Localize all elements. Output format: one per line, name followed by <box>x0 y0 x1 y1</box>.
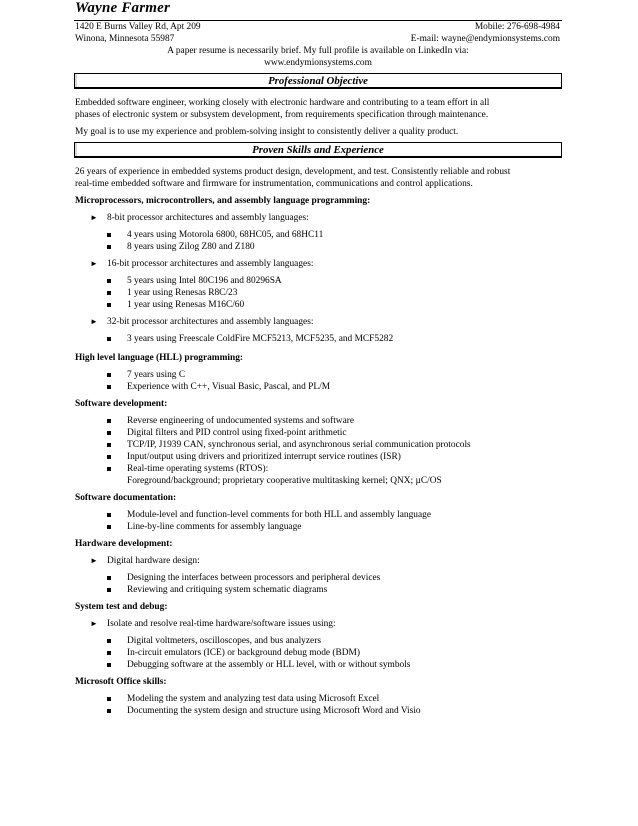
list-item: Module-level and function-level comments for both HLL and assembly language <box>127 510 431 520</box>
section-title-office: Microsoft Office skills: <box>75 677 167 687</box>
list-item: Real-time operating systems (RTOS): <box>127 464 269 474</box>
list-item: In-circuit emulators (ICE) or background debug mode (BDM) <box>127 648 361 658</box>
square-bullet-icon <box>107 233 111 237</box>
arrow-bullet-icon: ► <box>90 213 98 222</box>
list-item: 1 year using Renesas R8C/23 <box>127 288 238 298</box>
square-bullet-icon <box>107 385 111 389</box>
square-bullet-icon <box>107 525 111 529</box>
list-item: Reviewing and critiquing system schematic diagrams <box>127 585 328 595</box>
linkedin-note: A paper resume is necessarily brief. My full profile is available on LinkedIn via: <box>167 46 469 56</box>
square-bullet-icon <box>107 337 111 341</box>
square-bullet-icon <box>107 639 111 643</box>
list-item: 32-bit processor architectures and assembly languages: <box>107 317 314 327</box>
list-item: 5 years using Intel 80C196 and 80296SA <box>127 276 282 286</box>
arrow-bullet-icon: ► <box>90 619 98 628</box>
list-item: 8-bit processor architectures and assembly languages: <box>107 213 309 223</box>
list-item: Documenting the system design and structure using Microsoft Word and Visio <box>127 706 421 716</box>
list-item: Modeling the system and analyzing test data using Microsoft Excel <box>127 694 380 704</box>
objective-heading <box>74 73 562 89</box>
list-item: Line-by-line comments for assembly language <box>127 522 302 532</box>
square-bullet-icon <box>107 709 111 713</box>
square-bullet-icon <box>107 245 111 249</box>
list-item: Digital voltmeters, oscilloscopes, and bus analyzers <box>127 636 321 646</box>
section-title-swdoc: Software documentation: <box>75 493 177 503</box>
section-title-swdev: Software development: <box>75 399 168 409</box>
list-item: Digital hardware design: <box>107 556 200 566</box>
objective-text: Embedded software engineer, working closely with electronic hardware and contributing to a team effort in all <box>75 98 490 108</box>
list-item: Experience with C++, Visual Basic, Pascal, and PL/M <box>127 382 331 392</box>
section-title-hll: High level language (HLL) programming: <box>75 353 244 363</box>
square-bullet-icon <box>107 373 111 377</box>
resume-name: Wayne Farmer <box>75 0 171 16</box>
square-bullet-icon <box>107 419 111 423</box>
objective-goal: My goal is to use my experience and problem-solving insight to consistently deliver a quality product. <box>75 127 459 137</box>
square-bullet-icon <box>107 279 111 283</box>
square-bullet-icon <box>107 455 111 459</box>
mobile-line: Mobile: 276-698-4984 <box>474 22 560 32</box>
arrow-bullet-icon: ► <box>90 556 98 565</box>
list-item: 1 year using Renesas M16C/60 <box>127 300 245 310</box>
section-title-micro: Microprocessors, microcontrollers, and assembly language programming: <box>75 196 371 206</box>
list-item: 8 years using Zilog Z80 and Z180 <box>127 242 255 252</box>
city-line: Winona, Minnesota 55987 <box>75 34 175 44</box>
skills-heading <box>74 142 562 158</box>
arrow-bullet-icon: ► <box>90 317 98 326</box>
skills-intro: real-time embedded software and firmware for instrumentation, communications and control applications. <box>75 179 473 189</box>
square-bullet-icon <box>107 303 111 307</box>
objective-text: phases of electronic system or subsystem development, from requirements specification through maintenance. <box>75 110 489 120</box>
address-line: 1420 E Burns Valley Rd, Apt 209 <box>75 22 201 32</box>
list-item: 7 years using C <box>127 370 186 380</box>
list-item: Input/output using drivers and prioritized interrupt service routines (ISR) <box>127 452 401 462</box>
list-item: Digital filters and PID control using fixed-point arithmetic <box>127 428 347 438</box>
skills-heading-text: Proven Skills and Experience <box>252 144 384 156</box>
square-bullet-icon <box>107 513 111 517</box>
list-item: Debugging software at the assembly or HLL level, with or without symbols <box>127 660 411 670</box>
list-item: Designing the interfaces between processors and peripheral devices <box>127 573 381 583</box>
section-title-test: System test and debug: <box>75 602 168 612</box>
square-bullet-icon <box>107 431 111 435</box>
square-bullet-icon <box>107 291 111 295</box>
square-bullet-icon <box>107 663 111 667</box>
list-item: 16-bit processor architectures and assembly languages: <box>107 259 314 269</box>
website-link[interactable]: www.endymionsystems.com <box>264 58 372 68</box>
square-bullet-icon <box>107 576 111 580</box>
objective-heading-text: Professional Objective <box>268 75 368 87</box>
arrow-bullet-icon: ► <box>90 259 98 268</box>
list-item: TCP/IP, J1939 CAN, synchronous serial, and asynchronous serial communication protocols <box>127 440 471 450</box>
square-bullet-icon <box>107 443 111 447</box>
list-item: 3 years using Freescale ColdFire MCF5213, MCF5235, and MCF5282 <box>127 334 394 344</box>
square-bullet-icon <box>107 467 111 471</box>
square-bullet-icon <box>107 697 111 701</box>
list-item: 4 years using Motorola 6800, 68HC05, and 68HC11 <box>127 230 324 240</box>
list-item-continuation: Foreground/background; proprietary cooperative multitasking kernel; QNX; µC/OS <box>127 476 442 486</box>
email-line: E-mail: wayne@endymionsystems.com <box>410 34 560 44</box>
square-bullet-icon <box>107 651 111 655</box>
skills-intro: 26 years of experience in embedded systems product design, development, and test. Consistently reliable and robust <box>75 167 511 177</box>
square-bullet-icon <box>107 588 111 592</box>
list-item: Isolate and resolve real-time hardware/software issues using: <box>107 619 336 629</box>
list-item: Reverse engineering of undocumented systems and software <box>127 416 355 426</box>
section-title-hwdev: Hardware development: <box>75 539 173 549</box>
